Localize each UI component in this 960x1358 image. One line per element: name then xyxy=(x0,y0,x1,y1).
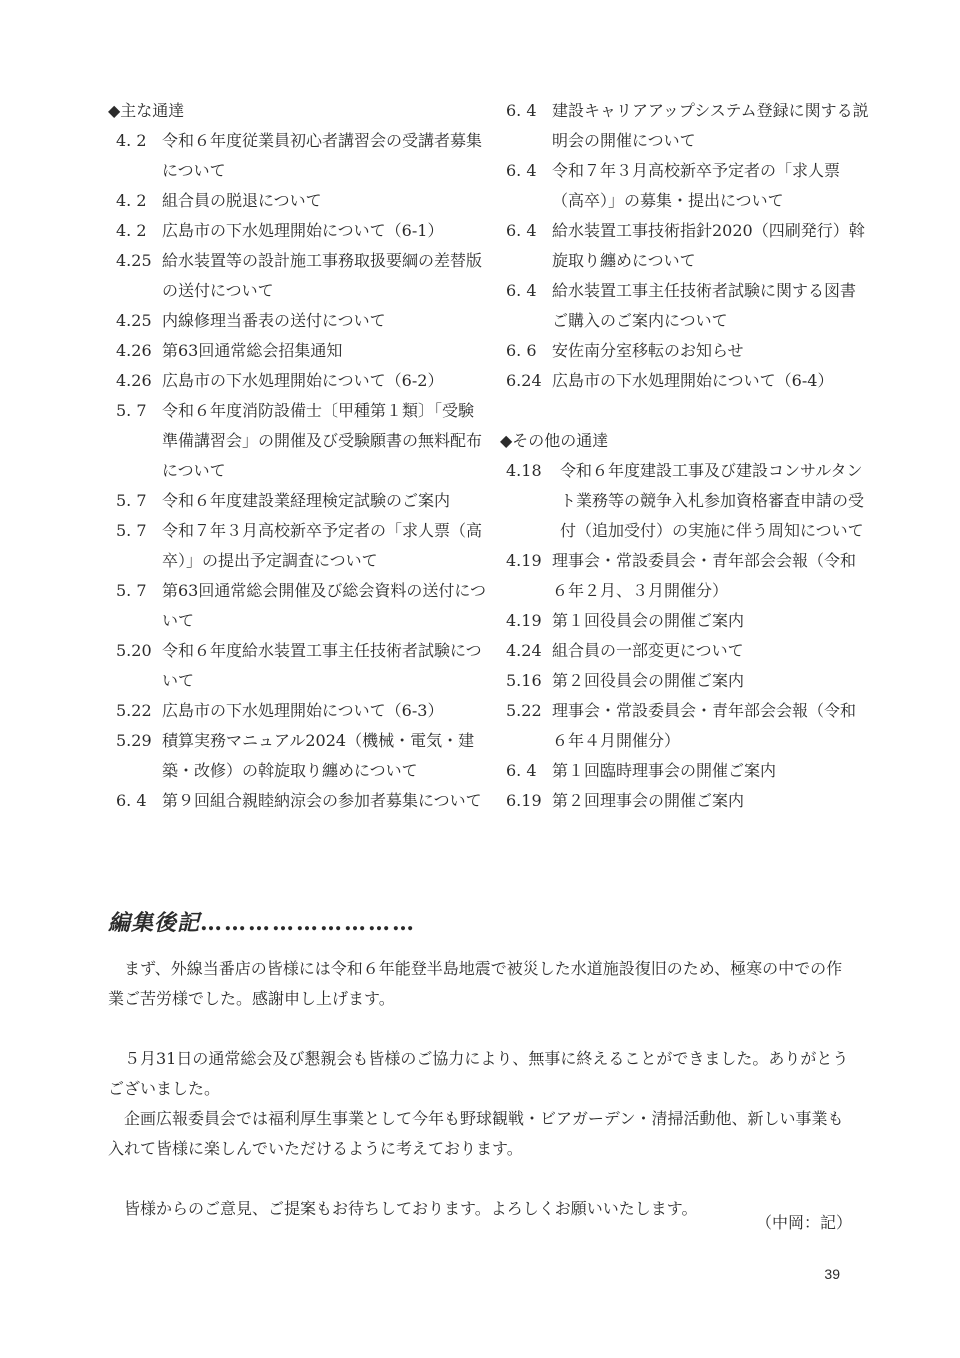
notice-date: 4.25 xyxy=(116,251,152,270)
notice-item xyxy=(108,396,488,486)
notice-item xyxy=(108,216,488,246)
afterword-paragraph: ５月31日の通常総会及び懇親会も皆様のご協力により、無事に終えることができました。ありがとうございました。 xyxy=(108,1049,849,1098)
notice-item xyxy=(500,756,870,786)
notice-item xyxy=(108,726,488,786)
page-number: 39 xyxy=(824,1266,840,1282)
notice-item xyxy=(108,696,488,726)
notice-text: 内線修理当番表の送付について xyxy=(162,311,386,330)
notice-text: 広島市の下水処理開始について（6-2） xyxy=(162,371,444,390)
notice-date: 6. 4 xyxy=(506,161,537,180)
notice-text: 令和６年度従業員初心者講習会の受講者募集について xyxy=(162,131,483,180)
notice-text: 令和６年度給水装置工事主任技術者試験について xyxy=(162,641,482,690)
notice-date: 6.24 xyxy=(506,371,542,390)
notice-date: 4.25 xyxy=(116,311,152,330)
notice-item xyxy=(108,336,488,366)
notice-item xyxy=(108,486,488,516)
notice-text: 給水装置等の設計施工事務取扱要綱の差替版の送付について xyxy=(162,251,483,300)
notice-item xyxy=(108,636,488,696)
notice-item xyxy=(108,786,488,816)
notice-text: 第１回役員会の開催ご案内 xyxy=(552,611,745,630)
notice-date: 5.16 xyxy=(506,671,542,690)
notice-item xyxy=(500,606,870,636)
notice-text: 第１回臨時理事会の開催ご案内 xyxy=(552,761,777,780)
afterword-paragraph: まず、外線当番店の皆様には令和６年能登半島地震で被災した水道施設復旧のため、極寒の中での作業ご苦労様でした。感謝申し上げます。 xyxy=(108,959,843,1008)
notice-text: 広島市の下水処理開始について（6-1） xyxy=(162,221,444,240)
notice-text: 理事会・常設委員会・青年部会会報（令和６年４月開催分） xyxy=(552,701,857,750)
notice-date: 5. 7 xyxy=(116,521,147,540)
notice-item xyxy=(500,336,870,366)
notice-text: 建設キャリアアップシステム登録に関する説明会の開催について xyxy=(552,101,869,150)
afterword-title xyxy=(108,906,416,937)
notice-item xyxy=(500,546,870,606)
notice-date: 5.22 xyxy=(506,701,542,720)
notice-item xyxy=(500,366,870,396)
notice-date: 4.26 xyxy=(116,341,152,360)
notice-item xyxy=(500,666,870,696)
notice-date: 5.22 xyxy=(116,701,152,720)
notice-date: 6. 4 xyxy=(506,281,537,300)
notice-text: 組合員の脱退について xyxy=(162,191,322,210)
notice-text: 令和７年３月高校新卒予定者の「求人票（高卒）」の募集・提出について xyxy=(552,161,841,210)
notice-text: 積算実務マニュアル2024（機械・電気・建築・改修）の斡旋取り纏めについて xyxy=(162,731,475,780)
notice-date: 6. 6 xyxy=(506,341,537,360)
afterword-title-leader: ……………………… xyxy=(200,910,417,936)
notice-text: 第63回通常総会招集通知 xyxy=(162,341,343,360)
paragraph-gap xyxy=(108,1164,856,1194)
notice-item xyxy=(108,186,488,216)
notice-date: 5.20 xyxy=(116,641,152,660)
notice-date: 5.29 xyxy=(116,731,152,750)
notice-text: 第９回組合親睦納涼会の参加者募集について xyxy=(162,791,482,810)
notice-date: 4. 2 xyxy=(116,131,147,150)
notice-text: 令和７年３月高校新卒予定者の「求人票（高卒）」の提出予定調査について xyxy=(162,521,483,570)
notice-item xyxy=(500,786,870,816)
notice-item xyxy=(500,276,870,336)
notice-text: 安佐南分室移転のお知らせ xyxy=(552,341,744,360)
section-gap xyxy=(500,396,870,426)
notice-date: 4. 2 xyxy=(116,221,147,240)
notice-date: 4.18 xyxy=(506,461,542,480)
notice-text: 令和６年度建設工事及び建設コンサルタント業務等の競争入札参加資格審査申請の受付（追加受付）の実施に伴う周知について xyxy=(560,461,865,540)
paragraph-gap xyxy=(108,1014,856,1044)
notice-text: 令和６年度消防設備士〔甲種第１類〕「受験準備講習会」の開催及び受験願書の無料配布について xyxy=(162,401,483,480)
notice-date: 5. 7 xyxy=(116,581,147,600)
notice-date: 4.26 xyxy=(116,371,152,390)
afterword-paragraph: 皆様からのご意見、ご提案もお待ちしております。よろしくお願いいたします。 xyxy=(124,1199,698,1218)
notice-date: 5. 7 xyxy=(116,401,147,420)
notice-text: 令和６年度建設業経理検定試験のご案内 xyxy=(162,491,451,510)
notice-text: 給水装置工事技術指針2020（四刷発行）斡旋取り纏めについて xyxy=(552,221,865,270)
other-notices-heading: ◆その他の通達 xyxy=(500,431,609,450)
notices-right-column xyxy=(500,96,870,816)
notice-item xyxy=(108,306,488,336)
notice-date: 4.19 xyxy=(506,611,542,630)
main-notices-heading: ◆主な通達 xyxy=(108,101,185,120)
afterword-title-text: 編集後記 xyxy=(108,910,201,936)
notice-date: 6. 4 xyxy=(506,101,537,120)
notice-text: 第２回理事会の開催ご案内 xyxy=(552,791,745,810)
afterword-body xyxy=(108,954,856,1224)
notice-item xyxy=(500,456,870,546)
afterword-paragraph: 企画広報委員会では福利厚生事業として今年も野球観戦・ビアガーデン・清掃活動他、新しい事業も入れて皆様に楽しんでいただけるように考えております。 xyxy=(108,1109,844,1158)
notice-item xyxy=(108,516,488,576)
notice-text: 理事会・常設委員会・青年部会会報（令和６年２月、３月開催分） xyxy=(552,551,857,600)
notice-date: 4.24 xyxy=(506,641,542,660)
notice-text: 第63回通常総会開催及び総会資料の送付について xyxy=(162,581,487,630)
notice-item xyxy=(108,126,488,186)
notice-text: 給水装置工事主任技術者試験に関する図書ご購入のご案内について xyxy=(552,281,857,330)
notice-item xyxy=(108,576,488,636)
notice-text: 広島市の下水処理開始について（6-3） xyxy=(162,701,444,720)
notice-date: 6. 4 xyxy=(506,221,537,240)
notice-date: 6. 4 xyxy=(506,761,537,780)
notice-item xyxy=(500,96,870,156)
notice-date: 6.19 xyxy=(506,791,542,810)
notice-date: 6. 4 xyxy=(116,791,147,810)
notice-text: 広島市の下水処理開始について（6-4） xyxy=(552,371,834,390)
notice-date: 5. 7 xyxy=(116,491,147,510)
notice-item xyxy=(500,216,870,276)
notice-date: 4. 2 xyxy=(116,191,147,210)
notice-text: 第２回役員会の開催ご案内 xyxy=(552,671,745,690)
notices-left-column xyxy=(108,96,488,816)
notice-item xyxy=(500,156,870,216)
afterword-signature: （中岡：記） xyxy=(755,1213,852,1232)
notice-date: 4.19 xyxy=(506,551,542,570)
notice-item xyxy=(500,696,870,756)
notice-item xyxy=(108,246,488,306)
notice-item xyxy=(108,366,488,396)
notice-item xyxy=(500,636,870,666)
notice-text: 組合員の一部変更について xyxy=(552,641,744,660)
